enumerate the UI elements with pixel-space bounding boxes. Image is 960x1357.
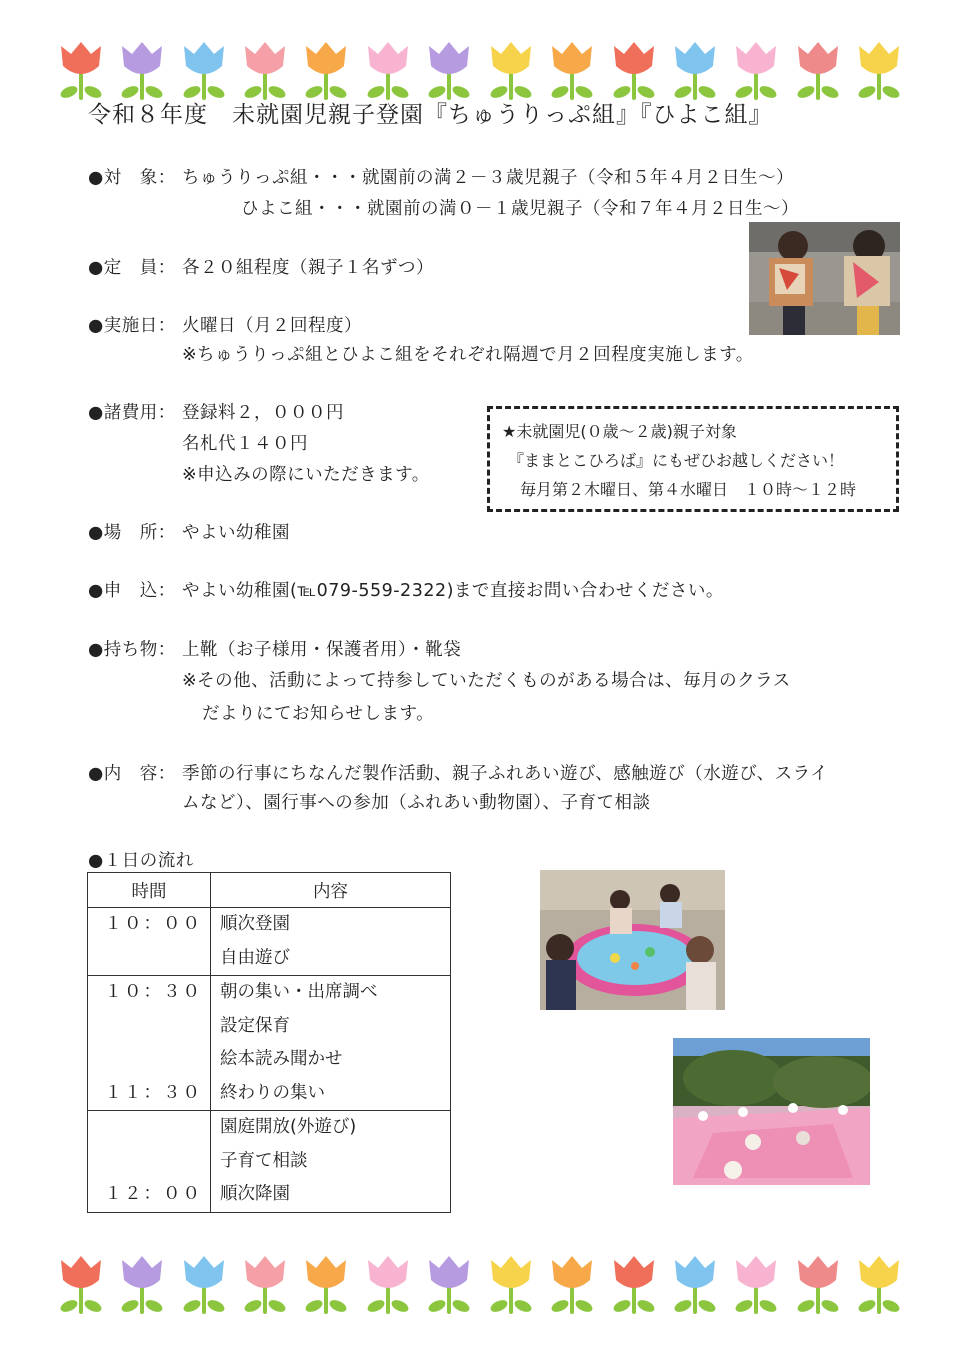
content-cell (211, 976, 451, 1111)
content-line-2: ムなど）、園行事への参加（ふれあい動物園）、子育て相談 (182, 793, 651, 813)
tulip-icon (55, 36, 107, 102)
activity-text: 順次降園 (220, 1184, 290, 1204)
tulip-icon (608, 1250, 660, 1316)
tulip-icon (730, 36, 782, 102)
time-text: １１：３０ (104, 1082, 202, 1103)
place-label: ●場 所： (88, 523, 176, 543)
tulip-icon (362, 1250, 414, 1316)
notice-line-3: 毎月第２木曜日、第４水曜日 １０時～１２時 (520, 480, 857, 499)
tulip-icon (423, 1250, 475, 1316)
tulip-icon (116, 36, 168, 102)
daily-flow-table (87, 872, 451, 1213)
tulip-icon (55, 1250, 107, 1316)
activity-text: 設定保育 (220, 1015, 290, 1036)
table-row (88, 908, 451, 976)
content-column-header: 内容 (211, 873, 451, 908)
activity-text: 終わりの集い (220, 1082, 325, 1103)
fees-note: ※申込みの際にいただきます。 (182, 465, 430, 485)
tulip-icon (792, 1250, 844, 1316)
time-text: １２：００ (104, 1184, 202, 1204)
tulip-icon (239, 1250, 291, 1316)
tulip-icon (178, 36, 230, 102)
time-cell (88, 908, 211, 976)
activity-text: 園庭開放(外遊び) (220, 1117, 357, 1137)
tulip-icon (730, 1250, 782, 1316)
time-text: １０：３０ (104, 982, 202, 1002)
activity-text: 順次登園 (220, 914, 290, 934)
content-label: ●内 容： (88, 764, 176, 784)
tulip-icon (362, 36, 414, 102)
tulip-icon (178, 1250, 230, 1316)
time-text (88, 1111, 210, 1145)
tulip-icon (485, 1250, 537, 1316)
target-label: ●対 象： (88, 168, 176, 188)
belongings-note-1: ※その他、活動によって持参していただくものがある場合は、毎月のクラス (182, 671, 791, 691)
time-text (88, 942, 210, 976)
target-line-2: ひよこ組・・・就園前の満０－１歳児親子（令和７年４月２日生～） (241, 199, 799, 219)
time-column-header: 時間 (88, 873, 211, 908)
daily-flow-heading: ●１日の流れ (88, 851, 194, 871)
belongings-note-2: だよりにてお知らせします。 (202, 704, 435, 724)
time-text (88, 1010, 210, 1044)
content-cell (211, 908, 451, 976)
page-title: 令和８年度 未就園児親子登園『ちゅうりっぷ組』『ひよこ組』 (88, 102, 773, 128)
tulip-icon (546, 36, 598, 102)
notice-line-2: 『ままとこひろば』にもぜひお越しください！ (508, 451, 845, 470)
schedule-note: ※ちゅうりっぷ組とひよこ組をそれぞれ隔週で月２回程度実施します。 (182, 345, 754, 365)
apply-label: ●申 込： (88, 581, 176, 601)
apply-value: やよい幼稚園(℡079-559-2322)まで直接お問い合わせください。 (182, 581, 724, 601)
parachute-play-photo (673, 1038, 870, 1185)
capacity-value: 各２０組程度（親子１名ずつ） (182, 258, 434, 278)
schedule-label: ●実施日： (88, 316, 176, 336)
bottom-tulip-border (50, 1250, 910, 1320)
belongings-value: 上靴（お子様用・保護者用）・靴袋 (182, 640, 462, 660)
time-text (88, 1145, 210, 1179)
table-row (88, 1111, 451, 1213)
time-cell (88, 1111, 211, 1213)
target-line-1: ちゅうりっぷ組・・・就園前の満２－３歳児親子（令和５年４月２日生～） (182, 168, 794, 188)
tulip-icon (239, 36, 291, 102)
time-cell (88, 976, 211, 1111)
craft-activity-photo (749, 222, 900, 335)
schedule-value: 火曜日（月２回程度） (182, 316, 362, 336)
content-line-1: 季節の行事にちなんだ製作活動、親子ふれあい遊び、感触遊び（水遊び、スライ (182, 764, 829, 784)
activity-text: 自由遊び (220, 947, 290, 968)
table-row (88, 976, 451, 1111)
time-text: １０：００ (104, 914, 202, 934)
tulip-icon (485, 36, 537, 102)
tulip-icon (669, 1250, 721, 1316)
mamatoko-hiroba-notice (487, 406, 899, 512)
capacity-label: ●定 員： (88, 258, 176, 278)
tulip-icon (300, 1250, 352, 1316)
place-value: やよい幼稚園 (182, 523, 290, 543)
tulip-icon (669, 36, 721, 102)
tulip-icon (300, 36, 352, 102)
tulip-icon (853, 1250, 905, 1316)
belongings-label: ●持ち物： (88, 640, 176, 660)
tulip-icon (853, 36, 905, 102)
notice-line-1: ★未就園児(０歳～２歳)親子対象 (502, 422, 737, 441)
tulip-icon (116, 1250, 168, 1316)
content-cell (211, 1111, 451, 1213)
water-play-photo (540, 870, 725, 1010)
fees-label: ●諸費用： (88, 403, 176, 423)
activity-text: 朝の集い・出席調べ (220, 982, 378, 1002)
tulip-icon (792, 36, 844, 102)
activity-text: 絵本読み聞かせ (220, 1049, 343, 1069)
tulip-icon (423, 36, 475, 102)
time-text (88, 1043, 210, 1077)
table-header-row (88, 873, 451, 908)
fees-registration: 登録料２，０００円 (182, 403, 344, 423)
tulip-icon (546, 1250, 598, 1316)
activity-text: 子育て相談 (220, 1150, 308, 1171)
tulip-icon (608, 36, 660, 102)
fees-nametag: 名札代１４０円 (182, 434, 308, 454)
